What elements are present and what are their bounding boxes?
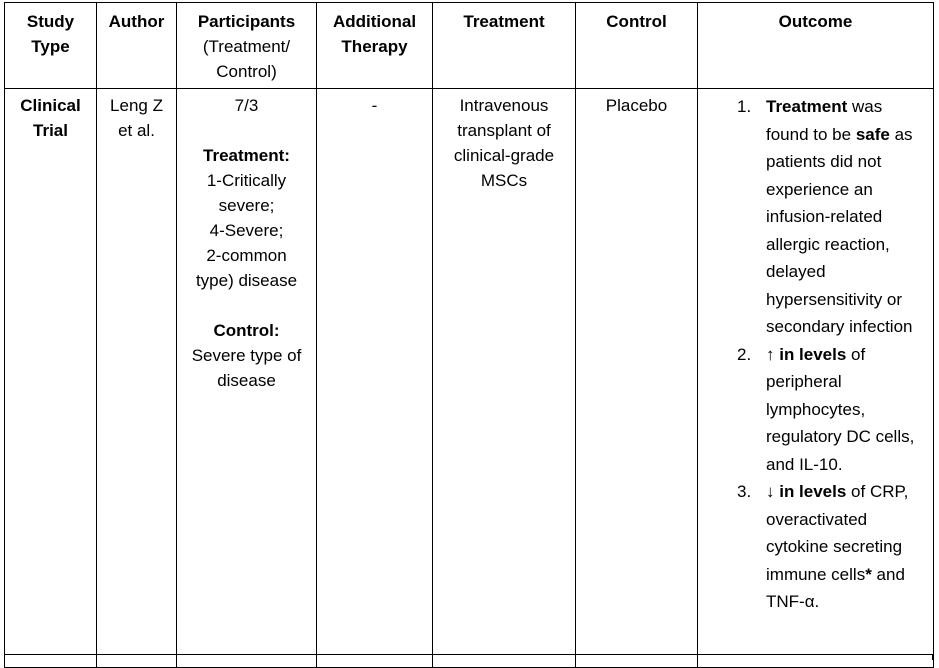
cell-participants [177,89,317,668]
study-type-line1: Clinical [20,96,81,115]
outcome-text: was found to be [766,97,883,144]
outcome-number: 2. [737,344,752,364]
table-row [5,89,934,668]
header-additional-therapy [317,3,433,89]
header-control-label: Control [606,12,667,31]
cell-additional-therapy [317,89,433,668]
treatment-line: Intravenous [459,96,549,115]
header-row [5,3,934,89]
participants-treatment-line: type) disease [195,271,298,290]
outcome-text: as patients did not experience an infusion-related allergic reaction, delayed hypersensitivity or secondary infection [766,124,913,336]
header-author-label: Author [108,12,165,31]
cell-author [97,89,177,668]
outcome-bold-mid: * [865,564,872,584]
participants-treatment-line: 4-Severe; [209,221,284,240]
next-row-edge [4,654,933,660]
header-participants [177,3,317,89]
cell-outcome [698,89,934,668]
study-type-line2: Trial [33,121,68,140]
outcome-list [704,93,927,616]
study-table-container [4,2,934,668]
outcome-text: of CRP, overactivated cytokine secreting immune cells [766,482,909,584]
participants-treatment-line: 1-Critically [206,171,287,190]
outcome-item [704,93,927,341]
header-additional-line1: Additional [332,12,417,31]
header-study-type-line1: Study [26,12,75,31]
outcome-text: and TNF-α. [766,564,905,611]
header-control [576,3,698,89]
header-participants-line3: Control) [216,62,277,81]
outcome-number: 3. [737,482,752,501]
header-study-type-line2: Type [31,37,70,56]
author-line1: Leng Z [110,96,163,115]
participants-control-line: disease [217,371,276,390]
control-value: Placebo [605,96,668,115]
outcome-item [704,478,927,616]
outcome-item [704,341,927,479]
header-participants-line2: (Treatment/ [202,37,291,56]
participants-control-heading: Control: [213,321,280,340]
header-participants-line1: Participants [197,12,296,31]
treatment-line: MSCs [480,171,528,190]
header-outcome [698,3,934,89]
outcome-number: 1. [737,97,752,116]
treatment-line: clinical-grade [453,146,555,165]
header-study-type [5,3,97,89]
outcome-bold-lead: ↑ in levels [766,344,847,364]
header-treatment-label: Treatment [463,12,545,31]
participants-treatment-heading: Treatment: [203,146,290,165]
treatment-line: transplant of [457,121,551,140]
cell-control [576,89,698,668]
participants-control-line: Severe type of [191,346,302,365]
header-additional-line2: Therapy [341,37,408,56]
cell-treatment [433,89,576,668]
header-author [97,3,177,89]
participants-treatment-line: 2-common [206,246,287,265]
header-outcome-label: Outcome [778,12,853,31]
header-treatment [433,3,576,89]
additional-therapy-value: - [371,96,378,115]
study-table [4,2,934,668]
author-line2: et al. [118,121,155,140]
participants-treatment-line: severe; [218,196,275,215]
cell-study-type [5,89,97,668]
outcome-bold-lead: ↓ in levels [766,482,847,501]
outcome-bold-lead: Treatment [766,97,848,116]
participants-ratio: 7/3 [234,96,259,115]
outcome-bold-mid: safe [855,124,890,144]
outcome-text: of peripheral lymphocytes, regulatory DC cells, and IL-10. [766,344,915,474]
